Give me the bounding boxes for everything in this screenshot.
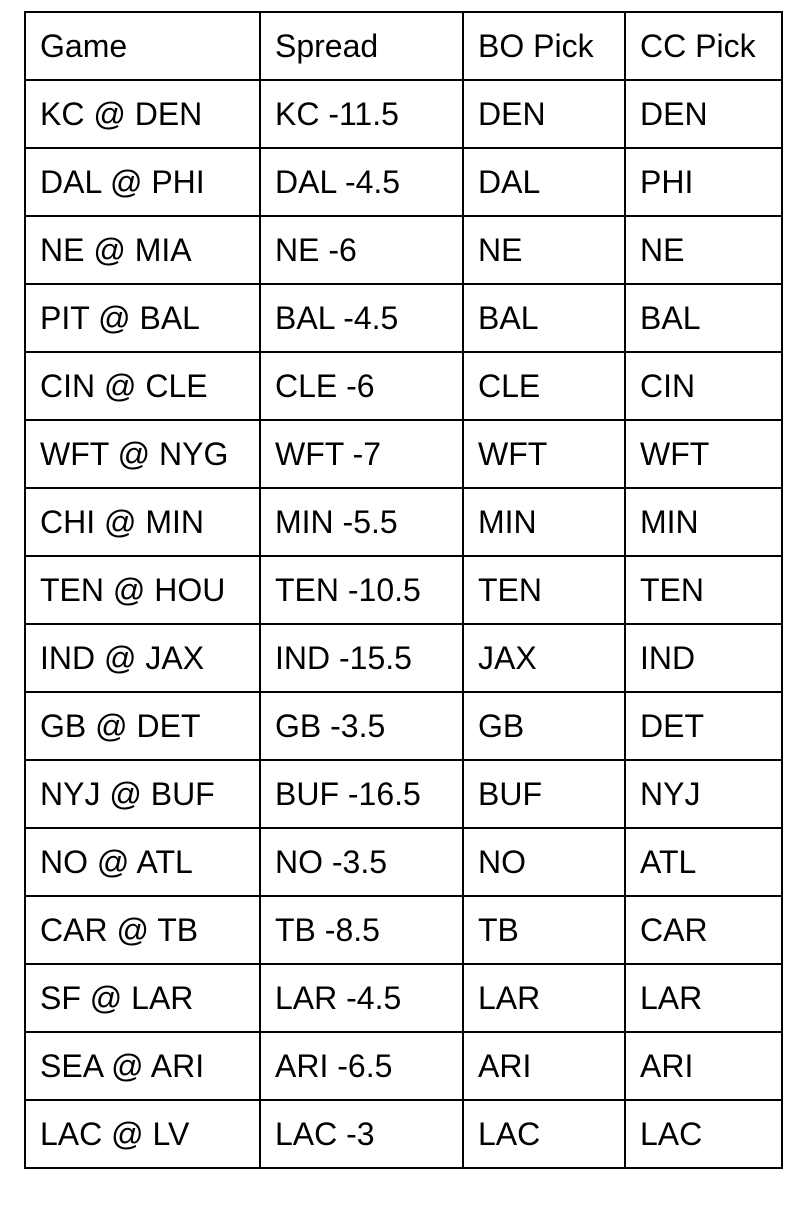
cc-pick-cell: LAR xyxy=(625,964,782,1032)
game-cell: NO @ ATL xyxy=(25,828,260,896)
bo-pick-cell: TB xyxy=(463,896,625,964)
cc-pick-cell: BAL xyxy=(625,284,782,352)
header-bo-pick: BO Pick xyxy=(463,12,625,80)
bo-pick-cell: JAX xyxy=(463,624,625,692)
header-spread: Spread xyxy=(260,12,463,80)
bo-pick-cell: BUF xyxy=(463,760,625,828)
table-row xyxy=(25,284,782,352)
table-row xyxy=(25,352,782,420)
bo-pick-cell: BAL xyxy=(463,284,625,352)
game-cell: CAR @ TB xyxy=(25,896,260,964)
table-row xyxy=(25,216,782,284)
spread-cell: DAL -4.5 xyxy=(260,148,463,216)
table-row xyxy=(25,760,782,828)
cc-pick-cell: MIN xyxy=(625,488,782,556)
picks-table-body xyxy=(25,12,782,1168)
bo-pick-cell: MIN xyxy=(463,488,625,556)
table-row xyxy=(25,80,782,148)
cc-pick-cell: DET xyxy=(625,692,782,760)
table-row xyxy=(25,692,782,760)
game-cell: WFT @ NYG xyxy=(25,420,260,488)
spread-cell: ARI -6.5 xyxy=(260,1032,463,1100)
spread-cell: BUF -16.5 xyxy=(260,760,463,828)
cc-pick-cell: PHI xyxy=(625,148,782,216)
table-row xyxy=(25,624,782,692)
cc-pick-cell: DEN xyxy=(625,80,782,148)
game-cell: GB @ DET xyxy=(25,692,260,760)
spread-cell: LAC -3 xyxy=(260,1100,463,1168)
game-cell: SF @ LAR xyxy=(25,964,260,1032)
cc-pick-cell: IND xyxy=(625,624,782,692)
table-row xyxy=(25,828,782,896)
bo-pick-cell: DAL xyxy=(463,148,625,216)
spread-cell: MIN -5.5 xyxy=(260,488,463,556)
table-row xyxy=(25,420,782,488)
game-cell: IND @ JAX xyxy=(25,624,260,692)
game-cell: DAL @ PHI xyxy=(25,148,260,216)
cc-pick-cell: NE xyxy=(625,216,782,284)
table-row xyxy=(25,148,782,216)
bo-pick-cell: NO xyxy=(463,828,625,896)
table-row xyxy=(25,964,782,1032)
spread-cell: LAR -4.5 xyxy=(260,964,463,1032)
game-cell: LAC @ LV xyxy=(25,1100,260,1168)
table-row xyxy=(25,1100,782,1168)
game-cell: PIT @ BAL xyxy=(25,284,260,352)
header-game: Game xyxy=(25,12,260,80)
spread-cell: TB -8.5 xyxy=(260,896,463,964)
game-cell: NYJ @ BUF xyxy=(25,760,260,828)
spread-cell: NE -6 xyxy=(260,216,463,284)
cc-pick-cell: CIN xyxy=(625,352,782,420)
cc-pick-cell: LAC xyxy=(625,1100,782,1168)
cc-pick-cell: CAR xyxy=(625,896,782,964)
table-row xyxy=(25,556,782,624)
header-row xyxy=(25,12,782,80)
spread-cell: KC -11.5 xyxy=(260,80,463,148)
game-cell: NE @ MIA xyxy=(25,216,260,284)
bo-pick-cell: LAR xyxy=(463,964,625,1032)
game-cell: SEA @ ARI xyxy=(25,1032,260,1100)
cc-pick-cell: TEN xyxy=(625,556,782,624)
bo-pick-cell: LAC xyxy=(463,1100,625,1168)
game-cell: TEN @ HOU xyxy=(25,556,260,624)
bo-pick-cell: DEN xyxy=(463,80,625,148)
bo-pick-cell: NE xyxy=(463,216,625,284)
spread-cell: WFT -7 xyxy=(260,420,463,488)
table-row xyxy=(25,488,782,556)
game-cell: KC @ DEN xyxy=(25,80,260,148)
spread-cell: GB -3.5 xyxy=(260,692,463,760)
spread-cell: BAL -4.5 xyxy=(260,284,463,352)
header-cc-pick: CC Pick xyxy=(625,12,782,80)
bo-pick-cell: TEN xyxy=(463,556,625,624)
spread-cell: TEN -10.5 xyxy=(260,556,463,624)
bo-pick-cell: WFT xyxy=(463,420,625,488)
picks-table xyxy=(24,11,783,1169)
cc-pick-cell: NYJ xyxy=(625,760,782,828)
cc-pick-cell: WFT xyxy=(625,420,782,488)
cc-pick-cell: ATL xyxy=(625,828,782,896)
table-row xyxy=(25,1032,782,1100)
spread-cell: CLE -6 xyxy=(260,352,463,420)
bo-pick-cell: ARI xyxy=(463,1032,625,1100)
cc-pick-cell: ARI xyxy=(625,1032,782,1100)
table-row xyxy=(25,896,782,964)
spread-cell: NO -3.5 xyxy=(260,828,463,896)
game-cell: CHI @ MIN xyxy=(25,488,260,556)
game-cell: CIN @ CLE xyxy=(25,352,260,420)
spread-cell: IND -15.5 xyxy=(260,624,463,692)
bo-pick-cell: GB xyxy=(463,692,625,760)
bo-pick-cell: CLE xyxy=(463,352,625,420)
